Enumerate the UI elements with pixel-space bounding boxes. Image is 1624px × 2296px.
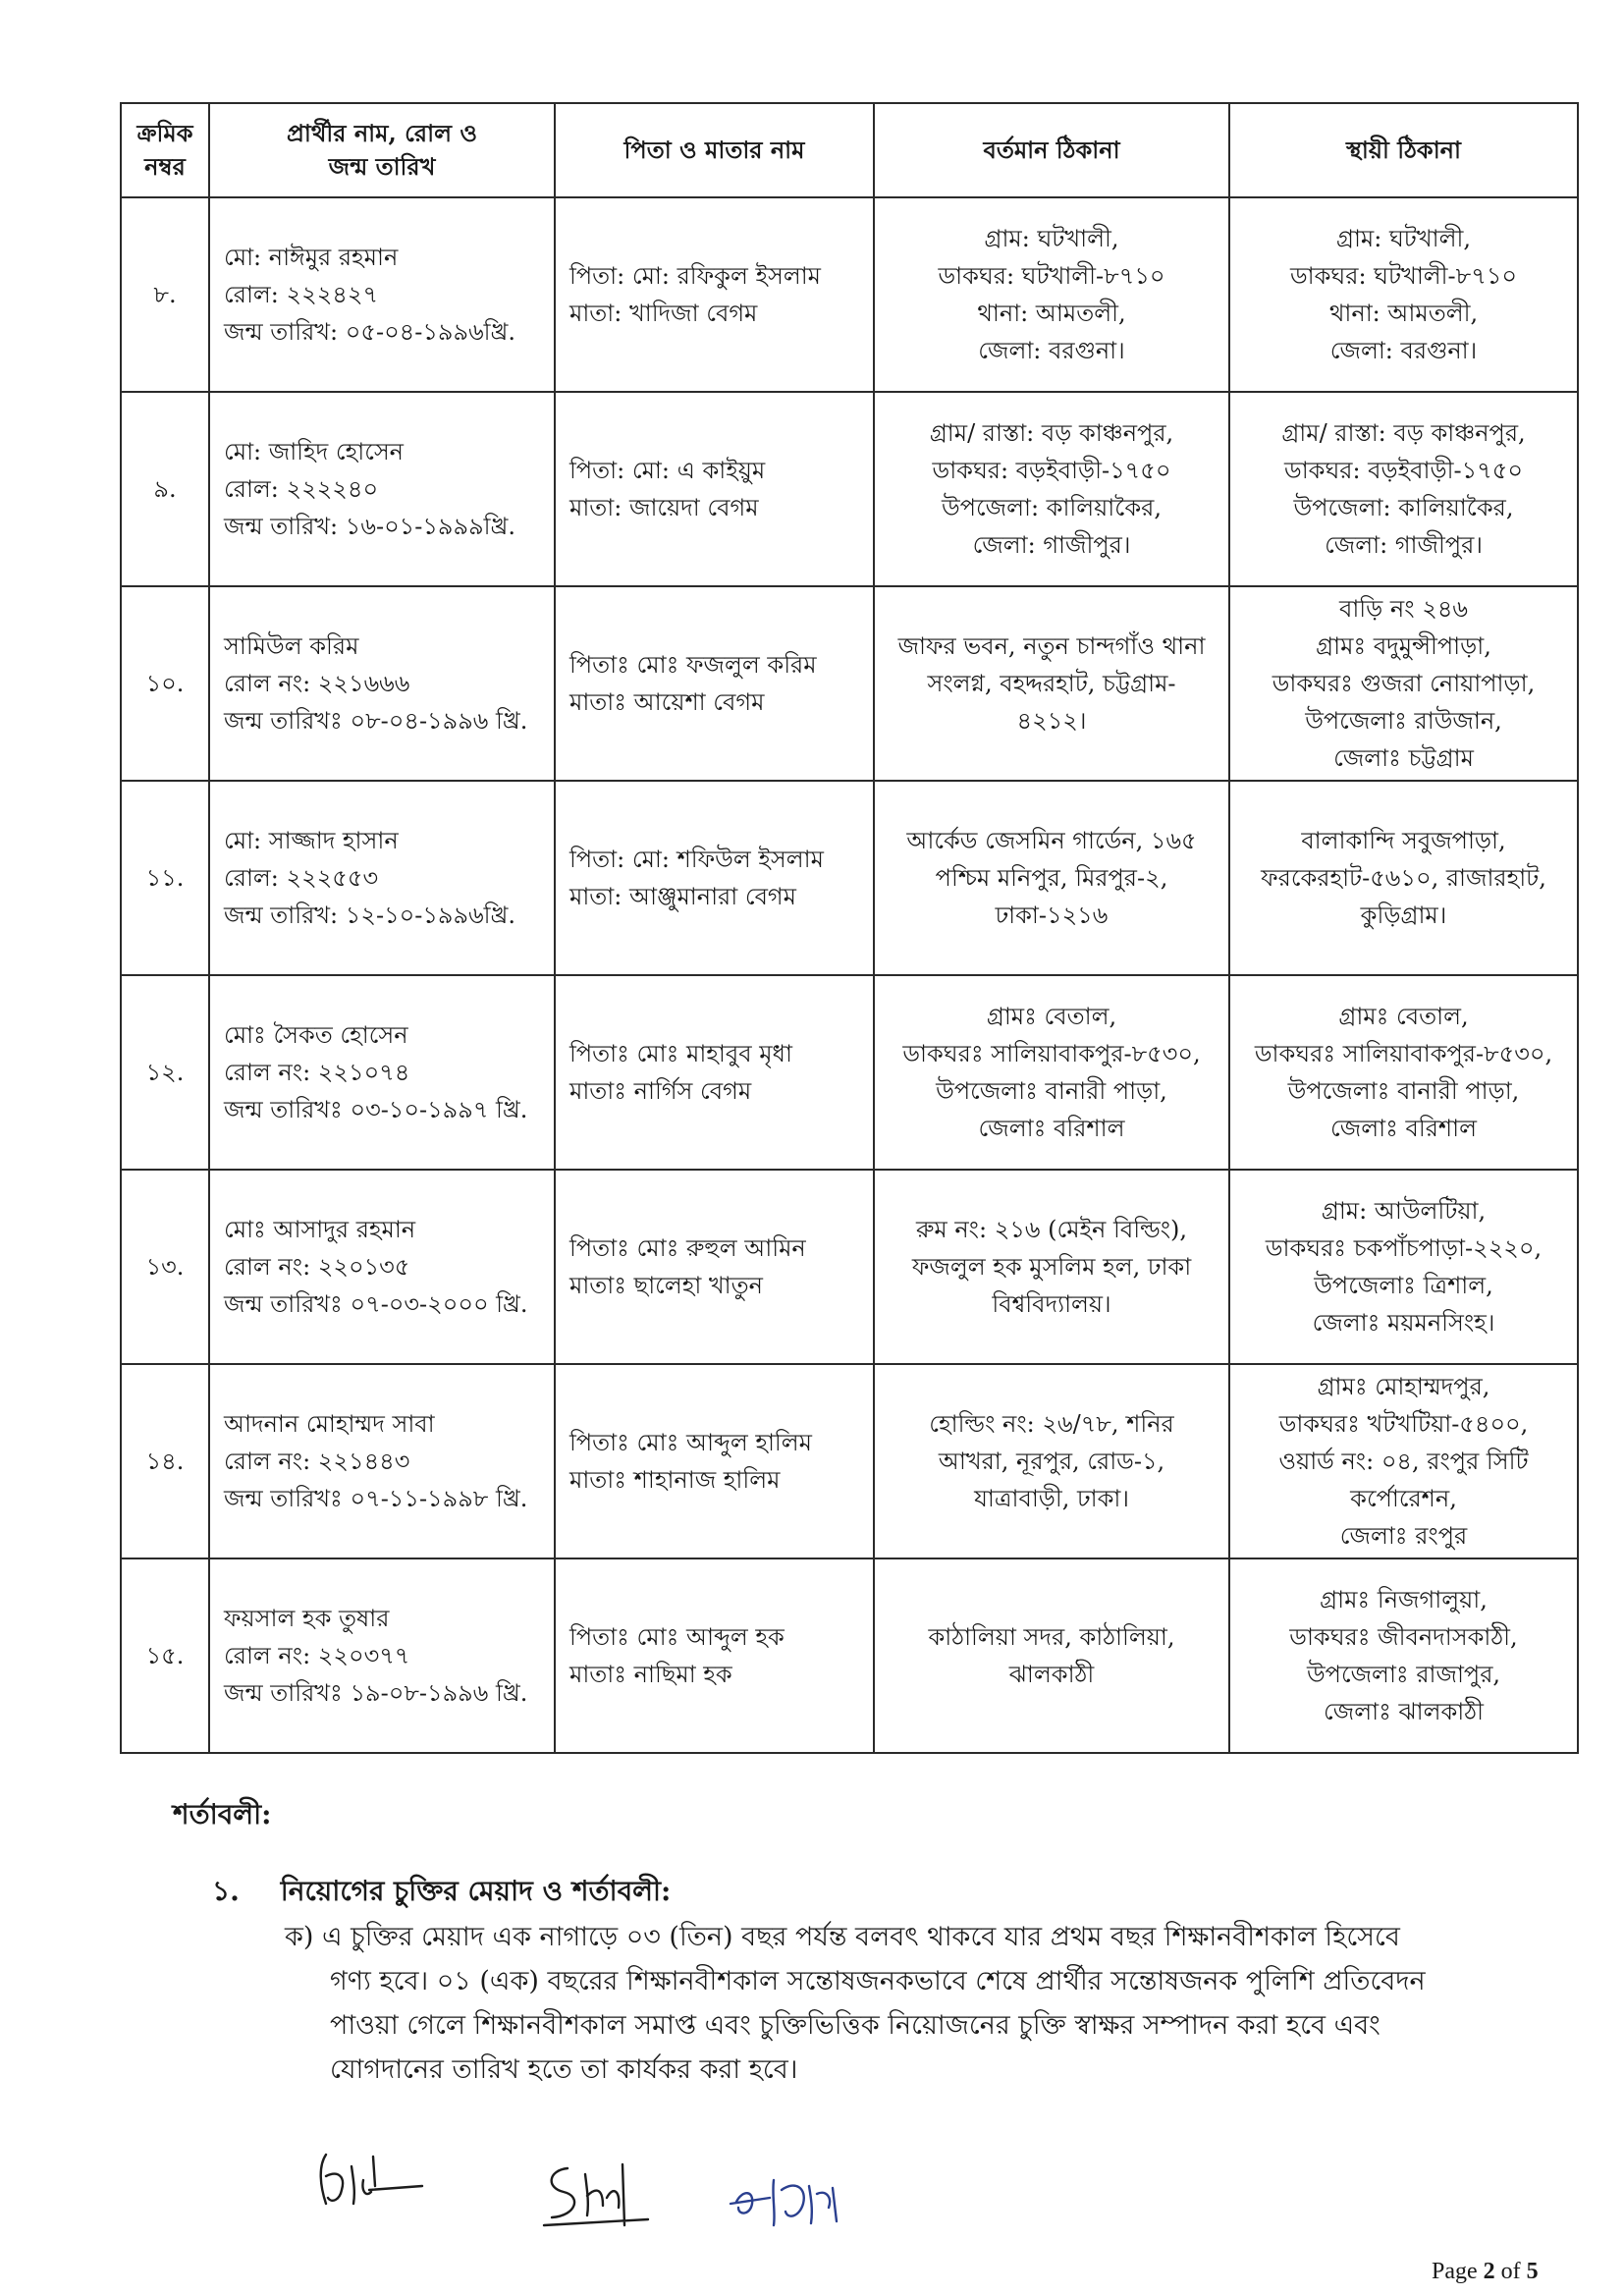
cell-present-address-line: গ্রাম: ঘটখালী, (984, 225, 1119, 252)
table-row (121, 781, 1578, 975)
cell-parents-line: পিতা: মো: এ কাইয়ুম (569, 457, 766, 484)
cell-permanent-address (1229, 392, 1578, 586)
cell-permanent-address (1229, 1558, 1578, 1753)
cell-candidate-line: রোল: ২২২২৪০ (224, 475, 379, 503)
cell-serial: ১২. (121, 975, 209, 1170)
cell-candidate-line: জন্ম তারিখঃ ০৮-০৪-১৯৯৬ খ্রি. (224, 707, 528, 735)
condition-item-title: নিয়োগের চুক্তির মেয়াদ ও শর্তাবলী: (280, 1875, 672, 1907)
table-row (121, 586, 1578, 781)
cell-permanent-address-line: কুড়িগ্রাম। (1360, 902, 1447, 929)
candidate-table (120, 102, 1579, 1754)
cell-candidate-line: জন্ম তারিখঃ ০৩-১০-১৯৯৭ খ্রি. (224, 1096, 528, 1123)
cell-permanent-address-line: ডাকঘরঃ চকপাঁচপাড়া-২২২০, (1265, 1234, 1543, 1262)
clause-line: গণ্য হবে। ০১ (এক) বছরের শিক্ষানবীশকাল সন্তোষজনকভাবে শেষে প্রার্থীর সন্তোষজনক পুলিশি প্রতিবেদন (330, 1966, 1426, 1996)
cell-permanent-address-line: গ্রাম: আউলটিয়া, (1321, 1197, 1487, 1225)
cell-serial: ১১. (121, 781, 209, 975)
cell-parents-line: মাতাঃ আয়েশা বেগম (569, 688, 765, 716)
cell-present-address (874, 975, 1229, 1170)
cell-candidate-line: মোঃ সৈকত হোসেন (224, 1021, 408, 1049)
cell-serial: ৮. (121, 197, 209, 392)
cell-permanent-address (1229, 1364, 1578, 1558)
table-row (121, 197, 1578, 392)
cell-parents-line: পিতাঃ মোঃ ফজলুল করিম (569, 651, 817, 679)
cell-permanent-address-line: ডাকঘর: বড়ইবাড়ী-১৭৫০ (1284, 457, 1523, 484)
cell-parents-line: মাতা: আঞ্জুমানারা বেগম (569, 883, 796, 910)
cell-permanent-address-line: উপজেলাঃ রাজাপুর, (1306, 1661, 1501, 1688)
cell-present-address-line: ৪২১২। (1016, 707, 1087, 735)
cell-present-address-line: ফজলুল হক মুসলিম হল, ঢাকা (911, 1253, 1192, 1281)
table-row (121, 1170, 1578, 1364)
cell-parents-line: পিতা: মো: শফিউল ইসলাম (569, 846, 824, 873)
cell-permanent-address-line: ডাকঘরঃ গুজরা নোয়াপাড়া, (1272, 670, 1536, 697)
cell-permanent-address-line: জেলাঃ বরিশাল (1330, 1115, 1477, 1142)
cell-present-address-line: ঢাকা-১২১৬ (995, 902, 1109, 929)
table-body (121, 197, 1578, 1753)
cell-permanent-address-line: কর্পোরেশন, (1350, 1485, 1457, 1512)
cell-candidate-line: জন্ম তারিখঃ ০৭-১১-১৯৯৮ খ্রি. (224, 1485, 528, 1512)
cell-candidate (209, 392, 555, 586)
cell-permanent-address-line: থানা: আমতলী, (1328, 300, 1479, 327)
cell-present-address-line: থানা: আমতলী, (977, 300, 1126, 327)
cell-permanent-address (1229, 1170, 1578, 1364)
cell-parents-line: পিতাঃ মোঃ আব্দুল হালিম (569, 1429, 813, 1456)
cell-candidate (209, 586, 555, 781)
cell-candidate-line: মো: সাজ্জাদ হাসান (224, 827, 399, 854)
cell-parents (555, 1170, 874, 1364)
cell-permanent-address-line: গ্রাম: ঘটখালী, (1336, 225, 1471, 252)
cell-serial: ৯. (121, 392, 209, 586)
cell-permanent-address (1229, 197, 1578, 392)
cell-permanent-address (1229, 586, 1578, 781)
cell-present-address-line: আখরা, নূরপুর, রোড-১, (938, 1448, 1165, 1475)
header-name: প্রার্থীর নাম, রোল ও জন্ম তারিখ (209, 103, 555, 197)
cell-permanent-address-line: উপজেলাঃ ত্রিশাল, (1314, 1272, 1493, 1299)
table-row (121, 975, 1578, 1170)
cell-present-address-line: আর্কেড জেসমিন গার্ডেন, ১৬৫ (906, 827, 1197, 854)
signature-2 (538, 2157, 654, 2231)
cell-permanent-address-line: গ্রামঃ মোহাম্মদপুর, (1317, 1373, 1490, 1400)
table-row (121, 1558, 1578, 1753)
cell-present-address (874, 197, 1229, 392)
header-parents: পিতা ও মাতার নাম (555, 103, 874, 197)
cell-candidate-line: জন্ম তারিখ: ০৫-০৪-১৯৯৬খ্রি. (224, 318, 516, 346)
cell-present-address (874, 1170, 1229, 1364)
condition-clause (285, 1915, 1551, 2092)
cell-parents (555, 781, 874, 975)
cell-permanent-address (1229, 781, 1578, 975)
cell-permanent-address-line: ডাকঘর: ঘটখালী-৮৭১০ (1290, 262, 1517, 290)
cell-present-address (874, 1558, 1229, 1753)
cell-parents (555, 1364, 874, 1558)
cell-parents-line: মাতা: খাদিজা বেগম (569, 300, 758, 327)
signature-1 (312, 2147, 428, 2217)
cell-permanent-address-line: জেলা: গাজীপুর। (1325, 531, 1483, 559)
cell-present-address (874, 586, 1229, 781)
cell-present-address-line: গ্রাম/ রাস্তা: বড় কাঞ্চনপুর, (929, 419, 1174, 447)
cell-present-address-line: ডাকঘর: বড়ইবাড়ী-১৭৫০ (932, 457, 1171, 484)
cell-present-address (874, 392, 1229, 586)
cell-present-address-line: গ্রামঃ বেতাল, (986, 1003, 1117, 1030)
signature-3 (727, 2168, 864, 2237)
cell-parents-line: মাতাঃ ছালেহা খাতুন (569, 1272, 763, 1299)
cell-permanent-address-line: ফরকেরহাট-৫৬১০, রাজারহাট, (1261, 864, 1546, 892)
cell-permanent-address-line: ডাকঘরঃ জীবনদাসকাঠী, (1289, 1623, 1518, 1651)
cell-present-address-line: উপজেলাঃ বানারী পাড়া, (936, 1077, 1167, 1105)
clause-line: ক) এ চুক্তির মেয়াদ এক নাগাড়ে ০৩ (তিন) বছর পর্যন্ত বলবৎ থাকবে যার প্রথম বছর শিক্ষানবীশকাল হিসেবে (285, 1922, 1400, 1952)
cell-present-address-line: বিশ্ববিদ্যালয়। (992, 1290, 1111, 1318)
cell-present-address (874, 781, 1229, 975)
cell-candidate-line: জন্ম তারিখ: ১৬-০১-১৯৯৯খ্রি. (224, 513, 515, 540)
cell-present-address-line: জেলাঃ বরিশাল (978, 1115, 1125, 1142)
cell-present-address-line: ডাকঘর: ঘটখালী-৮৭১০ (938, 262, 1165, 290)
cell-serial: ১০. (121, 586, 209, 781)
cell-permanent-address-line: গ্রামঃ বেতাল, (1338, 1003, 1469, 1030)
cell-parents-line: পিতাঃ মোঃ রুহুল আমিন (569, 1234, 806, 1262)
cell-permanent-address-line: বালাকান্দি সবুজপাড়া, (1301, 827, 1506, 854)
header-serial: ক্রমিক নম্বর (121, 103, 209, 197)
cell-permanent-address (1229, 975, 1578, 1170)
cell-present-address (874, 1364, 1229, 1558)
cell-present-address-line: রুম নং: ২১৬ (মেইন বিল্ডিং), (915, 1216, 1188, 1243)
cell-candidate-line: মো: নাঈমুর রহমান (224, 244, 399, 271)
cell-parents (555, 392, 874, 586)
cell-candidate-line: মোঃ আসাদুর রহমান (224, 1216, 416, 1243)
page-number: Page 2 of 5 (1432, 2259, 1539, 2284)
cell-serial: ১৩. (121, 1170, 209, 1364)
cell-present-address-line: জেলা: বরগুনা। (978, 337, 1125, 364)
conditions-title: শর্তাবলী: (173, 1798, 272, 1831)
cell-parents (555, 586, 874, 781)
header-permanent-address: স্থায়ী ঠিকানা (1229, 103, 1578, 197)
cell-present-address-line: পশ্চিম মনিপুর, মিরপুর-২, (935, 864, 1168, 892)
cell-permanent-address-line: জেলা: বরগুনা। (1329, 337, 1478, 364)
cell-candidate-line: ফয়সাল হক তুষার (224, 1605, 390, 1632)
cell-candidate-line: রোল: ২২২৪২৭ (224, 281, 379, 308)
cell-candidate-line: জন্ম তারিখঃ ০৭-০৩-২০০০ খ্রি. (224, 1290, 528, 1318)
cell-present-address-line: সংলগ্ন, বহদ্দরহাট, চট্টগ্রাম- (927, 670, 1176, 697)
cell-parents-line: মাতা: জায়েদা বেগম (569, 494, 759, 521)
cell-parents-line: পিতা: মো: রফিকুল ইসলাম (569, 262, 821, 290)
cell-permanent-address-line: উপজেলাঃ বানারী পাড়া, (1287, 1077, 1520, 1105)
cell-parents-line: মাতাঃ নার্গিস বেগম (569, 1077, 752, 1105)
cell-candidate-line: মো: জাহিদ হোসেন (224, 438, 405, 465)
cell-candidate-line: রোল নং: ২২১০৭৪ (224, 1059, 410, 1086)
cell-permanent-address-line: উপজেলাঃ রাউজান, (1305, 707, 1502, 735)
cell-candidate (209, 1364, 555, 1558)
cell-candidate (209, 1558, 555, 1753)
cell-parents (555, 975, 874, 1170)
cell-permanent-address-line: বাড়ি নং ২৪৬ (1338, 595, 1468, 623)
cell-candidate-line: রোল নং: ২২১৪৪৩ (224, 1448, 410, 1475)
table-header-row (121, 103, 1578, 197)
cell-parents (555, 1558, 874, 1753)
cell-permanent-address-line: জেলাঃ চট্টগ্রাম (1333, 744, 1474, 772)
cell-parents-line: মাতাঃ শাহানাজ হালিম (569, 1466, 781, 1494)
cell-candidate-line: আদনান মোহাম্মদ সাবা (224, 1410, 435, 1438)
cell-parents (555, 197, 874, 392)
cell-present-address-line: ঝালকাঠী (1008, 1661, 1095, 1688)
cell-present-address-line: কাঠালিয়া সদর, কাঠালিয়া, (928, 1623, 1175, 1651)
cell-candidate-line: সামিউল করিম (224, 632, 359, 660)
cell-present-address-line: উপজেলা: কালিয়াকৈর, (942, 494, 1162, 521)
cell-permanent-address-line: জেলাঃ ঝালকাঠী (1324, 1698, 1484, 1725)
cell-permanent-address-line: জেলাঃ ময়মনসিংহ। (1312, 1309, 1495, 1337)
cell-permanent-address-line: জেলাঃ রংপুর (1339, 1522, 1468, 1550)
header-present-address: বর্তমান ঠিকানা (874, 103, 1229, 197)
cell-present-address-line: যাত্রাবাড়ী, ঢাকা। (974, 1485, 1129, 1512)
cell-candidate-line: রোল নং: ২২০১৩৫ (224, 1253, 410, 1281)
clause-line: পাওয়া গেলে শিক্ষানবীশকাল সমাপ্ত এবং চুক্তিভিত্তিক নিয়োজনের চুক্তি স্বাক্ষর সম্পাদন করা হবে এবং (330, 2010, 1380, 2041)
condition-item-heading (212, 1870, 671, 1916)
cell-candidate (209, 975, 555, 1170)
table-row (121, 1364, 1578, 1558)
cell-present-address-line: জেলা: গাজীপুর। (972, 531, 1131, 559)
cell-candidate (209, 1170, 555, 1364)
cell-candidate-line: রোল নং: ২২১৬৬৬ (224, 670, 410, 697)
cell-present-address-line: হোল্ডিং নং: ২৬/৭৮, শনির (929, 1410, 1174, 1438)
cell-present-address-line: জাফর ভবন, নতুন চান্দগাঁও থানা (897, 632, 1206, 660)
cell-permanent-address-line: ডাকঘরঃ খটখটিয়া-৫৪০০, (1278, 1410, 1529, 1438)
cell-candidate-line: জন্ম তারিখঃ ১৯-০৮-১৯৯৬ খ্রি. (224, 1679, 528, 1707)
clause-line: যোগদানের তারিখ হতে তা কার্যকর করা হবে। (330, 2054, 798, 2085)
table-row (121, 392, 1578, 586)
cell-candidate-line: রোল: ২২২৫৫৩ (224, 864, 379, 892)
cell-candidate-line: রোল নং: ২২০৩৭৭ (224, 1642, 410, 1669)
cell-serial: ১৪. (121, 1364, 209, 1558)
cell-permanent-address-line: গ্রামঃ বদুমুন্সীপাড়া, (1316, 632, 1491, 660)
cell-permanent-address-line: উপজেলা: কালিয়াকৈর, (1293, 494, 1514, 521)
cell-permanent-address-line: ওয়ার্ড নং: ০৪, রংপুর সিটি (1278, 1448, 1529, 1475)
cell-present-address-line: ডাকঘরঃ সালিয়াবাকপুর-৮৫৩০, (902, 1040, 1201, 1067)
cell-permanent-address-line: ডাকঘরঃ সালিয়াবাকপুর-৮৫৩০, (1254, 1040, 1553, 1067)
cell-parents-line: পিতাঃ মোঃ আব্দুল হক (569, 1623, 785, 1651)
cell-serial: ১৫. (121, 1558, 209, 1753)
cell-permanent-address-line: গ্রামঃ নিজগালুয়া, (1320, 1586, 1488, 1613)
cell-parents-line: মাতাঃ নাছিমা হক (569, 1661, 732, 1688)
cell-candidate (209, 781, 555, 975)
cell-candidate-line: জন্ম তারিখ: ১২-১০-১৯৯৬খ্রি. (224, 902, 516, 929)
cell-parents-line: পিতাঃ মোঃ মাহাবুব মৃধা (569, 1040, 792, 1067)
cell-candidate (209, 197, 555, 392)
condition-item-number: ১. (212, 1875, 240, 1907)
cell-permanent-address-line: গ্রাম/ রাস্তা: বড় কাঞ্চনপুর, (1281, 419, 1526, 447)
